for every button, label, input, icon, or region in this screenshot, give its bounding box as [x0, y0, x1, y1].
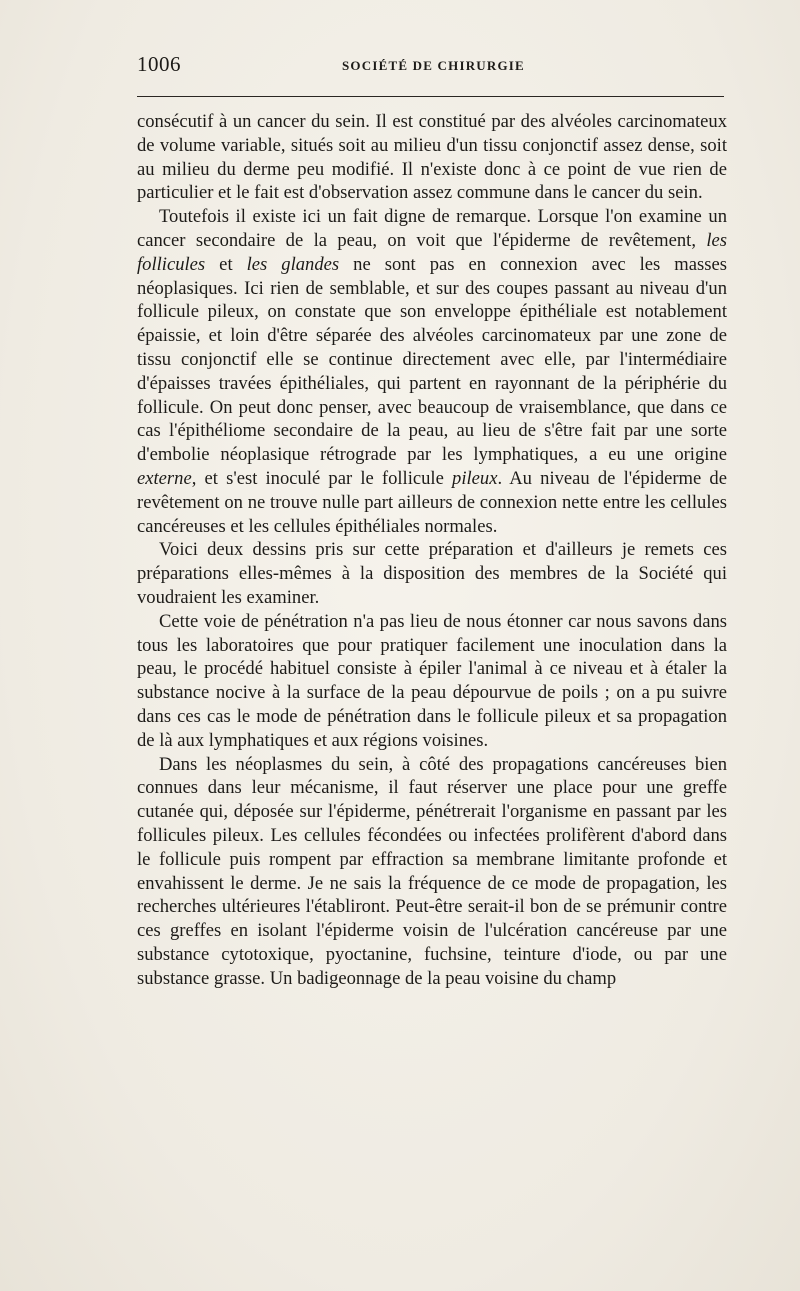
paragraph-1: consécutif à un cancer du sein. Il est constitué par des alvéoles carcinomateux de volume variable, situés soit au milieu d'un tissu conjonctif assez dense, soit au milieu du derme peu modifié. Il n'existe donc à ce point de vue rien de particulier et le fait est d'observation assez commune dans le cancer du sein. [137, 111, 727, 204]
paragraph-2-italic-follicules: les follicules [137, 229, 727, 275]
header-rule [137, 96, 724, 97]
paragraph-5: Dans les néoplasmes du sein, à côté des propagations cancéreuses bien connues dans leur mécanisme, il faut réserver une place pour une greffe cutanée qui, déposée sur l'épiderme, pénétrerait l'organisme en passant par les follicules pileux. Les cellules fécondées ou infectées prolifèrent d'abord dans le follicule puis rompent par effraction sa membrane limitante profonde et envahissent le derme. Je ne sais la fréquence de ce mode de propagation, les recherches ultérieures l'établiront. Peut-être serait-il bon de se prémunir contre ces greffes en isolant l'épiderme voisin de l'ulcération cancéreuse par une substance cytotoxique, pyoctanine, fuchsine, teinture d'iode, ou par une substance grasse. Un badigeonnage de la peau voisine du champ [137, 753, 727, 989]
paragraph-2-italic-pileux: pileux [452, 467, 498, 489]
paragraph-4: Cette voie de pénétration n'a pas lieu de nous étonner car nous savons dans tous les laboratoires que pour pratiquer facilement une inoculation dans la peau, le procédé habituel consiste à épiler l'animal à ce niveau et à étaler la substance nocive à la surface de la peau dépourvue de poils ; on a pu suivre dans ces cas le mode de pénétration dans le follicule pileux et sa propagation de là aux lymphatiques et aux régions voisines. [137, 610, 727, 751]
paragraph-3: Voici deux dessins pris sur cette préparation et d'ailleurs je remets ces préparations elles-mêmes à la disposition des membres de la Société qui voudraient les examiner. [137, 539, 727, 608]
paragraph-2-text-2: et [205, 253, 247, 275]
page-header [137, 52, 724, 82]
paragraph-2 [137, 205, 727, 538]
paragraph-2-text-1: Toutefois il existe ici un fait digne de remarque. Lorsque l'on examine un cancer secondaire de la peau, on voit que l'épiderme de revêtement, [137, 206, 727, 251]
page-number: 1006 [137, 52, 181, 76]
running-title: SOCIÉTÉ DE CHIRURGIE [342, 58, 525, 73]
paragraph-2-italic-externe: externe [137, 467, 192, 489]
paragraph-2-text-5: . Au niveau de l'épiderme de revêtement on ne trouve nulle part ailleurs de connexion nette entre les cellules cancéreuses et les cellules épithéliales normales. [137, 467, 727, 537]
paragraph-2-italic-glandes: les glandes [246, 253, 340, 275]
paragraph-2-text-3: ne sont pas en connexion avec les masses néoplasiques. Ici rien de semblable, et sur des coupes passant au niveau d'un follicule pileux, on constate que son enveloppe épithéliale est notablement épaissie, et loin d'être séparée des alvéoles carcinomateux par une zone de tissu conjonctif elle se continue directement avec elle, par l'intermédiaire d'épaisses travées épithéliales, qui partent en rayonnant de la périphérie du follicule. On peut donc penser, avec beaucoup de vraisemblance, que dans ce cas l'épithéliome secondaire de la peau, au lieu de s'être fait par une sorte d'embolie néoplasique rétrograde par les lymphatiques, a eu une origine [137, 253, 727, 466]
body-text [137, 110, 727, 990]
paragraph-2-text-4: , et s'est inoculé par le follicule [191, 467, 453, 489]
